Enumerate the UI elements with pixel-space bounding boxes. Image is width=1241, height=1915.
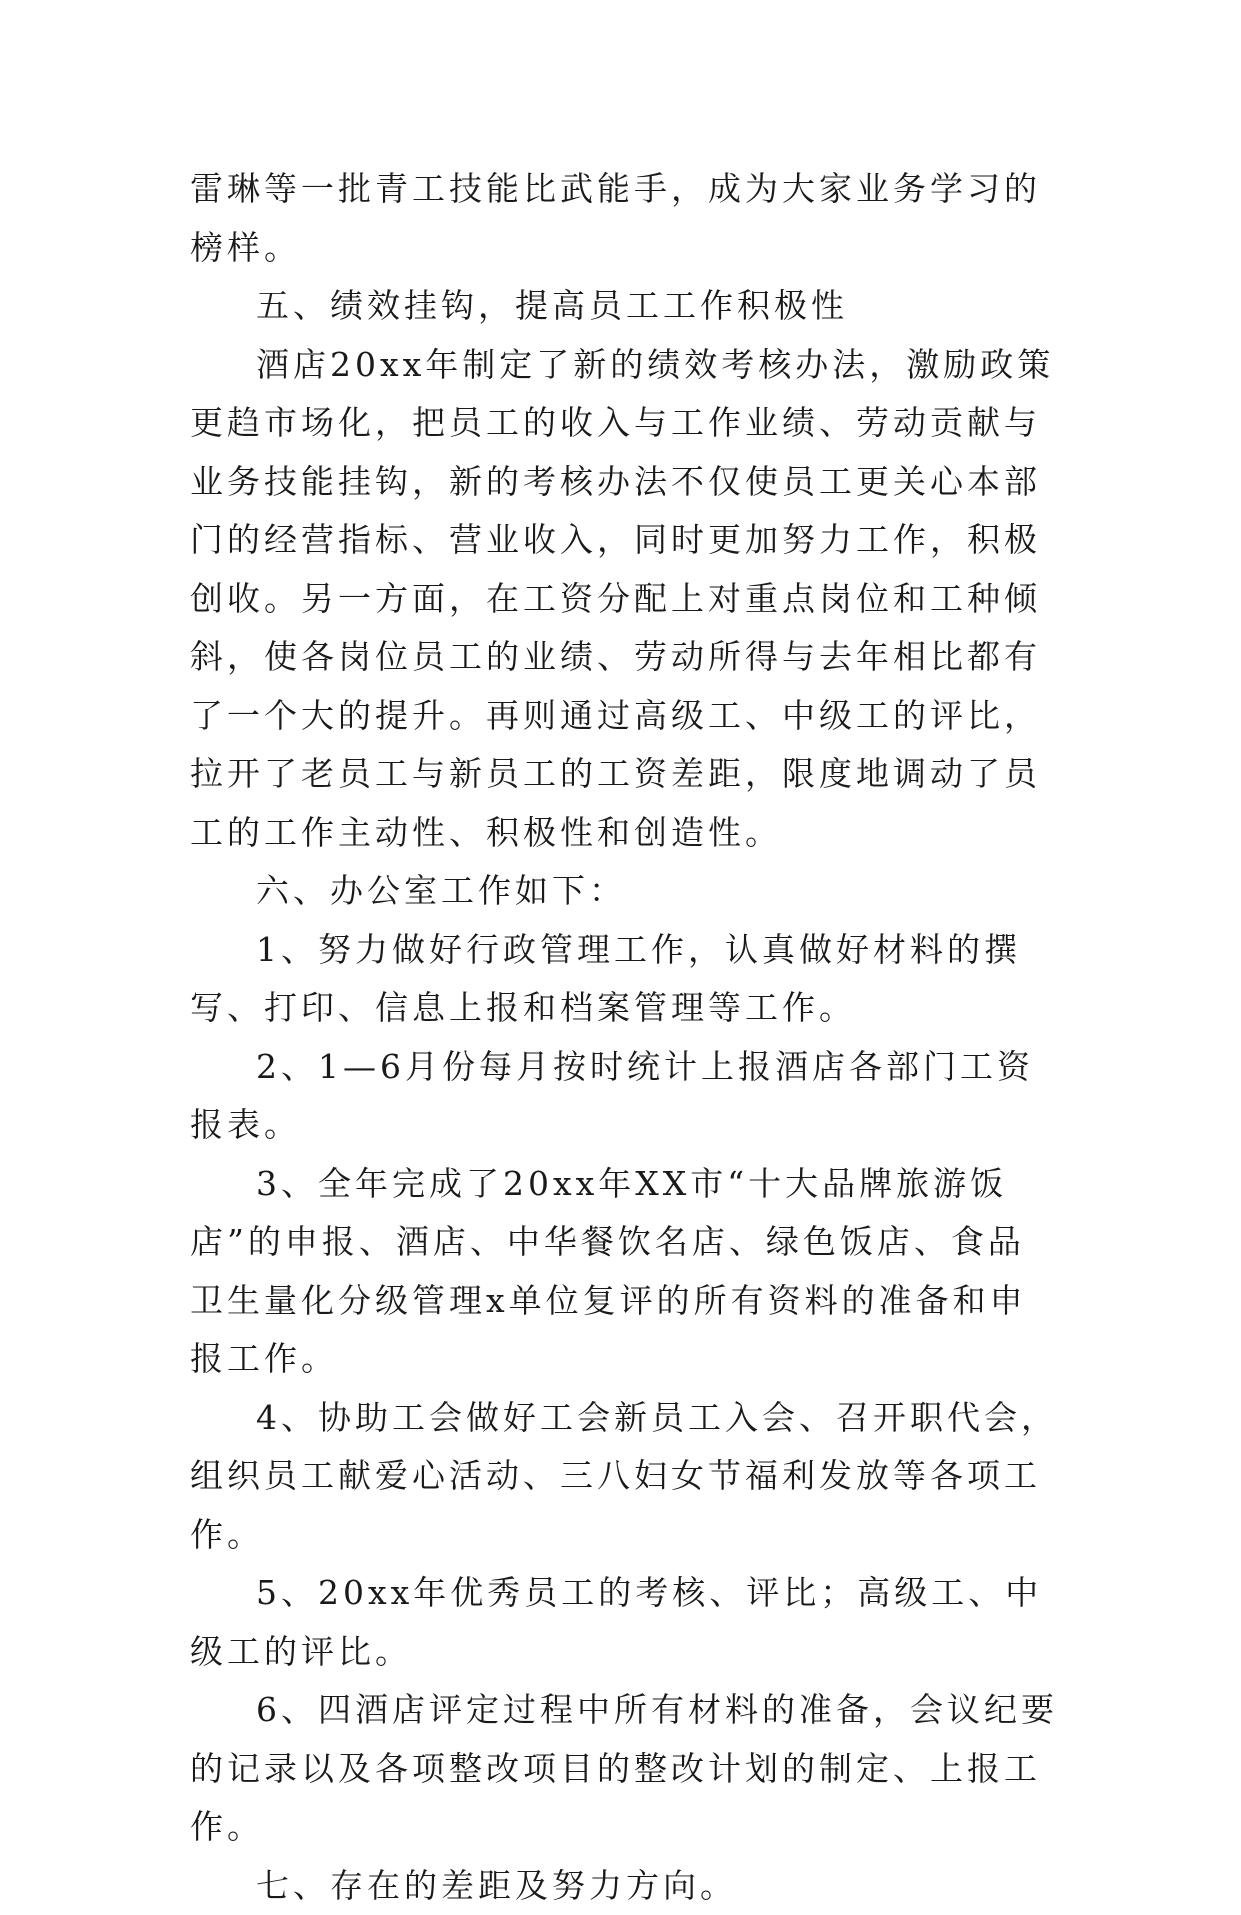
list-item: 5、20xx年优秀员工的考核、评比；高级工、中级工的评比。 xyxy=(190,1564,1060,1681)
section-heading: 六、办公室工作如下： xyxy=(190,862,1060,921)
list-item: 4、协助工会做好工会新员工入会、召开职代会，组织员工献爱心活动、三八妇女节福利发放等各项工作。 xyxy=(190,1389,1060,1565)
list-item: 2、1—6月份每月按时统计上报酒店各部门工资报表。 xyxy=(190,1038,1060,1155)
paragraph: 酒店20xx年制定了新的绩效考核办法，激励政策更趋市场化，把员工的收入与工作业绩、劳动贡献与业务技能挂钩，新的考核办法不仅使员工更关心本部门的经营指标、营业收入，同时更加努力工作，积极创收。另一方面，在工资分配上对重点岗位和工种倾斜，使各岗位员工的业绩、劳动所得与去年相比都有了一个大的提升。再则通过高级工、中级工的评比，拉开了老员工与新员工的工资差距，限度地调动了员工的工作主动性、积极性和创造性。 xyxy=(190,336,1060,863)
list-item: 6、四酒店评定过程中所有材料的准备，会议纪要的记录以及各项整改项目的整改计划的制定、上报工作。 xyxy=(190,1681,1060,1857)
list-item: 1、努力做好行政管理工作，认真做好材料的撰写、打印、信息上报和档案管理等工作。 xyxy=(190,921,1060,1038)
paragraph: 雷琳等一批青工技能比武能手，成为大家业务学习的榜样。 xyxy=(190,160,1060,277)
section-heading: 五、绩效挂钩，提高员工工作积极性 xyxy=(190,277,1060,336)
list-item: 3、全年完成了20xx年XX市“十大品牌旅游饭店”的申报、酒店、中华餐饮名店、绿色饭店、食品卫生量化分级管理x单位复评的所有资料的准备和申报工作。 xyxy=(190,1155,1060,1389)
document-body xyxy=(190,160,1060,1915)
section-heading: 七、存在的差距及努力方向。 xyxy=(190,1857,1060,1915)
